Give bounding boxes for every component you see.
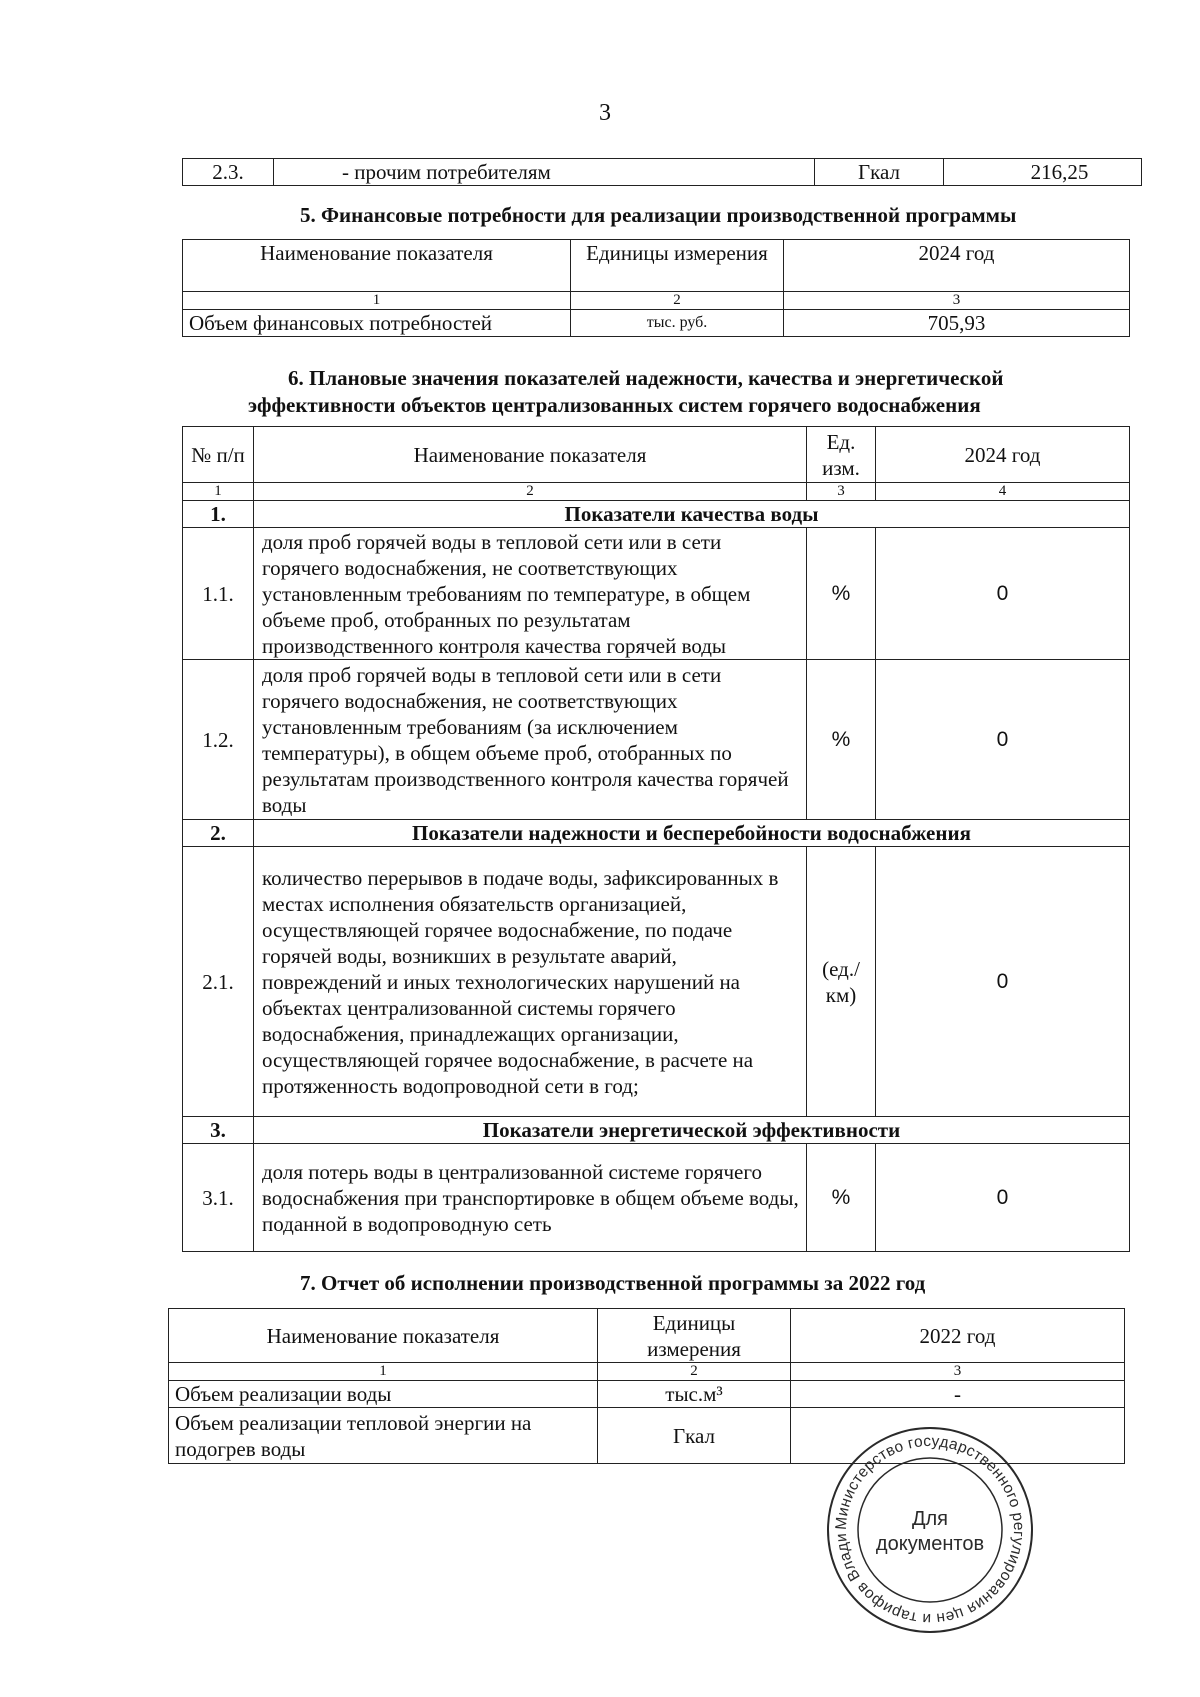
- row-num: 2.1.: [183, 847, 254, 1117]
- group-title: Показатели энергетической эффективности: [254, 1117, 1130, 1144]
- row-unit: %: [807, 660, 876, 820]
- col-num-3: 3: [807, 483, 876, 501]
- report-row-name: Объем реализации воды: [169, 1381, 598, 1408]
- col-num-3: 3: [791, 1363, 1125, 1381]
- top-row-table: [182, 158, 1142, 186]
- col-num-2: 2: [571, 292, 784, 310]
- official-stamp: [825, 1425, 1035, 1635]
- group-num: 3.: [183, 1117, 254, 1144]
- stamp-center-line2: документов: [875, 1533, 985, 1555]
- header-unit: Ед. изм.: [807, 427, 876, 483]
- stamp-center-line1: Для: [911, 1508, 949, 1530]
- row-text: доля проб горячей воды в тепловой сети или в сети горячего водоснабжения, не соответствующих установленным требованиям по температуре, в общем объеме проб, отобранных по результатам производственного контроля качества горячей воды: [254, 528, 807, 660]
- row-value: 0: [876, 660, 1130, 820]
- row-num: 2.3.: [183, 159, 274, 186]
- fin-name: Объем финансовых потребностей: [183, 310, 571, 337]
- col-num-4: 4: [876, 483, 1130, 501]
- col-num-2: 2: [254, 483, 807, 501]
- header-name: Наименование показателя: [183, 240, 571, 292]
- header-year: 2022 год: [791, 1309, 1125, 1363]
- row-value: 0: [876, 1144, 1130, 1252]
- report-row-unit: Гкал: [598, 1408, 791, 1464]
- group-num: 1.: [183, 501, 254, 528]
- row-text: доля проб горячей воды в тепловой сети или в сети горячего водоснабжения, не соответствующих установленным требованиям (за исключением температуры), в общем объеме проб, отобранных по результатам производственного контроля качества горячей воды: [254, 660, 807, 820]
- header-year: 2024 год: [876, 427, 1130, 483]
- row-value: 0: [876, 847, 1130, 1117]
- section6-table: [182, 426, 1130, 1252]
- section5-table: [182, 239, 1130, 337]
- header-unit: Единицы измерения: [571, 240, 784, 292]
- row-value: 0: [876, 528, 1130, 660]
- report-row-name: Объем реализации тепловой энергии на подогрев воды: [169, 1408, 598, 1464]
- section5-title: 5. Финансовые потребности для реализации производственной программы: [300, 203, 1017, 227]
- row-unit: %: [807, 528, 876, 660]
- col-num-1: 1: [183, 483, 254, 501]
- row-unit: %: [807, 1144, 876, 1252]
- group-title: Показатели качества воды: [254, 501, 1130, 528]
- page-number: 3: [599, 100, 611, 126]
- section7-title: 7. Отчет об исполнении производственной программы за 2022 год: [300, 1271, 926, 1295]
- row-text: количество перерывов в подаче воды, зафиксированных в местах исполнения обязательств организацией, осуществляющей горячее водоснабжение, по подаче горячей воды, возникших в результате аварий, повреждений и иных технологических нарушений на объектах централизованной системы горячего водоснабжения, принадлежащих организации, осуществляющей горячее водоснабжение, в расчете на протяженность водопроводной сети в год;: [254, 847, 807, 1117]
- row-num: 1.1.: [183, 528, 254, 660]
- col-num-1: 1: [169, 1363, 598, 1381]
- fin-unit: тыс. руб.: [571, 310, 784, 337]
- row-text: доля потерь воды в централизованной системе горячего водоснабжения при транспортировке в общем объеме воды, поданной в водопроводную сеть: [254, 1144, 807, 1252]
- fin-value: 705,93: [784, 310, 1130, 337]
- report-row-value: -: [791, 1381, 1125, 1408]
- stamp-ring-text: Министерство государственного регулирования цен и тарифов Влади: [832, 1432, 1028, 1628]
- header-year: 2024 год: [784, 240, 1130, 292]
- row-unit: Гкал: [815, 159, 944, 186]
- row-value: 216,25: [944, 159, 1142, 186]
- header-name: Наименование показателя: [169, 1309, 598, 1363]
- group-num: 2.: [183, 820, 254, 847]
- header-name: Наименование показателя: [254, 427, 807, 483]
- col-num-1: 1: [183, 292, 571, 310]
- report-row-unit: тыс.м³: [598, 1381, 791, 1408]
- section6-title-line2: эффективности объектов централизованных систем горячего водоснабжения: [248, 393, 981, 417]
- col-num-2: 2: [598, 1363, 791, 1381]
- row-name: - прочим потребителям: [274, 159, 815, 186]
- group-title: Показатели надежности и бесперебойности водоснабжения: [254, 820, 1130, 847]
- row-num: 1.2.: [183, 660, 254, 820]
- section6-title-line1: 6. Плановые значения показателей надежности, качества и энергетической: [288, 366, 1004, 390]
- row-unit: (ед./ км): [807, 847, 876, 1117]
- header-unit: Единицы измерения: [598, 1309, 791, 1363]
- col-num-3: 3: [784, 292, 1130, 310]
- row-num: 3.1.: [183, 1144, 254, 1252]
- header-num: № п/п: [183, 427, 254, 483]
